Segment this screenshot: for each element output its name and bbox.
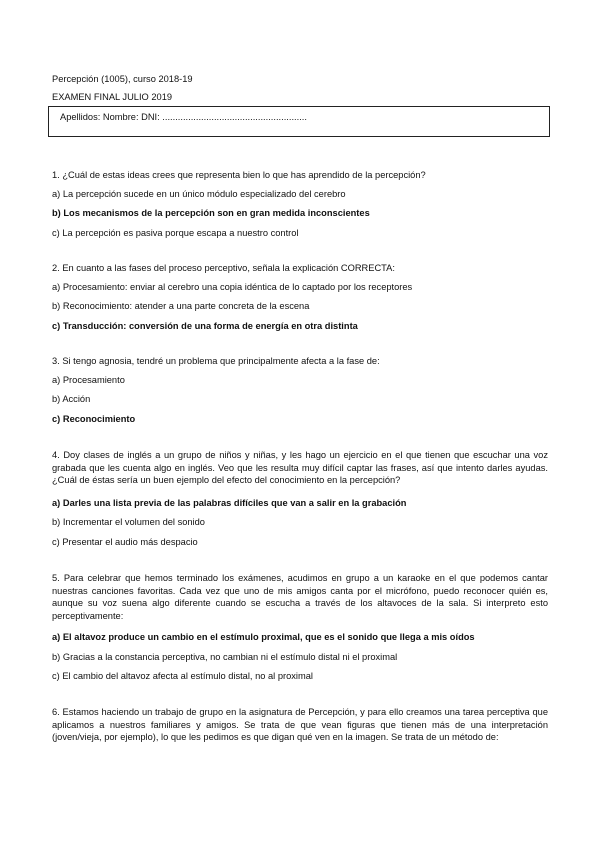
question-4-option-a: a) Darles una lista previa de las palabras difíciles que van a salir en la grabación bbox=[52, 498, 407, 508]
question-4-option-c: c) Presentar el audio más despacio bbox=[52, 537, 198, 547]
question-4-option-b: b) Incrementar el volumen del sonido bbox=[52, 517, 205, 527]
question-2-option-c: c) Transducción: conversión de una forma de energía en otra distinta bbox=[52, 321, 358, 331]
course-title: Percepción (1005), curso 2018-19 bbox=[52, 74, 193, 84]
question-5-option-c: c) El cambio del altavoz afecta al estímulo distal, no al proximal bbox=[52, 671, 313, 681]
student-id-box bbox=[48, 106, 550, 137]
question-5-option-a: a) El altavoz produce un cambio en el estímulo proximal, que es el sonido que llega a mis oídos bbox=[52, 632, 475, 642]
question-1-option-a: a) La percepción sucede en un único módulo especializado del cerebro bbox=[52, 189, 346, 199]
question-2-option-b: b) Reconocimiento: atender a una parte concreta de la escena bbox=[52, 301, 310, 311]
question-4-stem: 4. Doy clases de inglés a un grupo de niños y niñas, y les hago un ejercicio en el que tienen que escuchar una voz grabada que les cuenta algo en inglés. Veo que les resulta muy difícil captar las frases, así que intento darles ayudas. ¿Cuál de éstas sería un buen ejemplo del efecto del conocimiento en la percepción? bbox=[52, 450, 548, 485]
question-3-stem: 3. Si tengo agnosia, tendré un problema que principalmente afecta a la fase de: bbox=[52, 356, 380, 366]
question-5-option-b: b) Gracias a la constancia perceptiva, no cambian ni el estímulo distal ni el proximal bbox=[52, 652, 398, 662]
question-1-option-b: b) Los mecanismos de la percepción son en gran medida inconscientes bbox=[52, 208, 370, 218]
question-1-option-c: c) La percepción es pasiva porque escapa a nuestro control bbox=[52, 228, 299, 238]
question-3-option-c: c) Reconocimiento bbox=[52, 414, 136, 424]
question-3-option-a: a) Procesamiento bbox=[52, 375, 125, 385]
question-2-option-a: a) Procesamiento: enviar al cerebro una copia idéntica de lo captado por los receptores bbox=[52, 282, 413, 292]
student-id-line: Apellidos: Nombre: DNI: ........................................................ bbox=[60, 112, 307, 122]
question-1-stem: 1. ¿Cuál de estas ideas crees que representa bien lo que has aprendido de la percepción? bbox=[52, 170, 426, 180]
question-2-stem: 2. En cuanto a las fases del proceso perceptivo, señala la explicación CORRECTA: bbox=[52, 263, 395, 273]
question-5-stem: 5. Para celebrar que hemos terminado los exámenes, acudimos en grupo a un karaoke en el que podemos cantar nuestras canciones favoritas. Cada vez que uno de mis amigos canta por el micrófono, puedo reconocer quién es, aunque su voz suena algo diferente cuando se escucha a través de los altavoces de la sala. Si interpreto esto perceptivamente: bbox=[52, 573, 548, 621]
exam-title: EXAMEN FINAL JULIO 2019 bbox=[52, 92, 173, 102]
question-6-stem: 6. Estamos haciendo un trabajo de grupo en la asignatura de Percepción, y para ello creamos una tarea perceptiva que aplicamos a nuestros familiares y amigos. Se trata de que vean figuras que tienen más de una interpretación (joven/vieja, por ejemplo), lo que les pedimos es que digan qué ven en la imagen. Se trata de un método de: bbox=[52, 707, 548, 742]
question-3-option-b: b) Acción bbox=[52, 394, 91, 404]
